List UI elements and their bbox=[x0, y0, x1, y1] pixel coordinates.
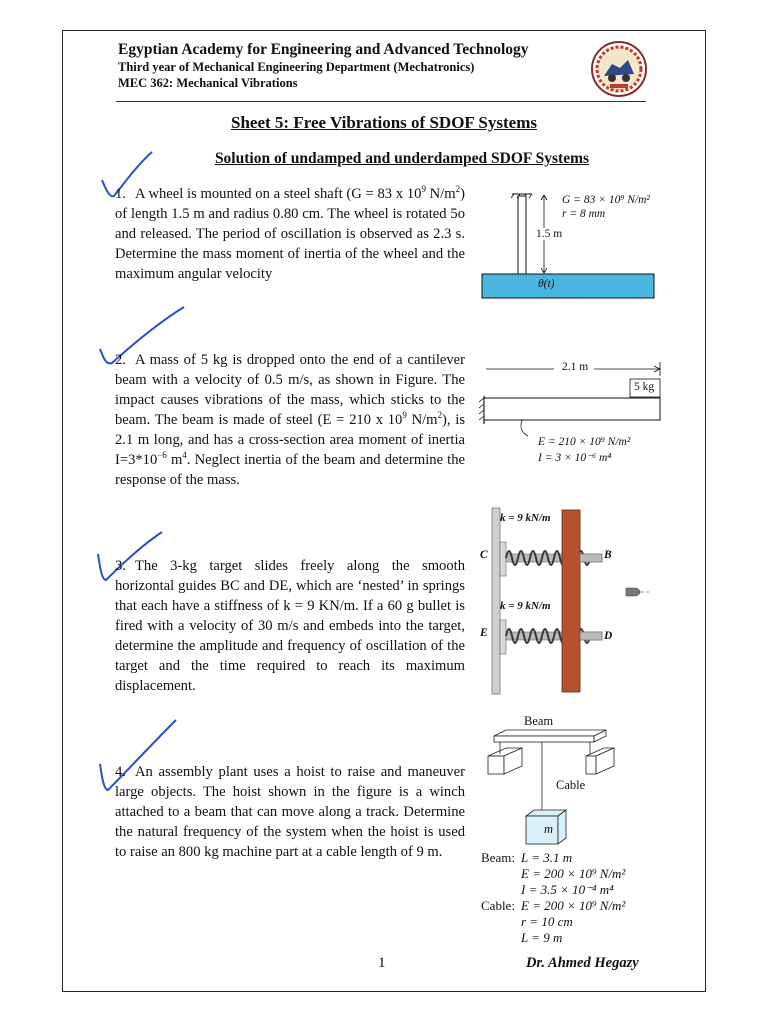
cable-radius-spec: r = 10 cm bbox=[521, 914, 573, 929]
problem-number: 2. bbox=[115, 352, 126, 368]
elastic-modulus-label: E = 210 × 10⁹ N/m² bbox=[538, 436, 631, 448]
length-label: 1.5 m bbox=[536, 228, 563, 240]
mass-symbol-label: m bbox=[544, 822, 554, 836]
shear-modulus-label: G = 83 × 10⁹ N/m² bbox=[562, 194, 650, 206]
torsion-shaft-figure bbox=[480, 192, 660, 302]
page-number: 1 bbox=[378, 955, 386, 971]
header-rule bbox=[116, 101, 646, 102]
point-b-label: B bbox=[604, 549, 612, 561]
theta-label: θ(t) bbox=[538, 278, 555, 290]
cantilever-beam-figure bbox=[476, 360, 666, 464]
beam-length-spec: L = 3.1 m bbox=[521, 850, 573, 865]
problem-1: 1. A wheel is mounted on a steel shaft (G = 83 x $10^9$ $N/m^2$) of length 1.5 m and radius 0.80 cm. The wheel is rotated 5o and released. The period of oscillation is observed as 2.3 s. Determine the mass moment of inertia of the wheel and the maximum angular velocity bbox=[115, 184, 466, 282]
problem-number: 3. bbox=[115, 558, 126, 574]
point-c-label: C bbox=[480, 549, 488, 561]
beam-length-label: 2.1 m bbox=[562, 361, 589, 373]
cable-modulus-spec: E = 200 × 10⁹ N/m² bbox=[521, 898, 626, 913]
hoist-specifications bbox=[481, 850, 625, 946]
academy-logo bbox=[590, 38, 648, 100]
spring-target-figure bbox=[478, 502, 658, 698]
beam-modulus-spec: E = 200 × 10⁹ N/m² bbox=[521, 866, 626, 881]
cable-spec-label: Cable: bbox=[481, 898, 515, 913]
document-header bbox=[118, 40, 529, 91]
beam-label: Beam bbox=[524, 714, 554, 728]
subtitle-text: Solution of undamped and underdamped SDOF Systems bbox=[214, 150, 590, 167]
problem-3: 3. The 3-kg target slides freely along the smooth horizontal guides BC and DE, which are ‘nested’ in springs that each have a stiffness of k = 9 KN/m. If a 60 g bullet is fired with a velocity of 30 m/s and embeds into the target, determine the amplitude and frequency of oscillation of the target and the time required to reach its maximum displacement. bbox=[115, 558, 465, 694]
problem-4: 4. An assembly plant uses a hoist to raise and maneuver large objects. The hoist shown in the figure is a winch attached to a beam that can move along a track. Determine the natural frequency of the system when the hoist is used to raise an 800 kg machine part at a cable length of 9 m. bbox=[115, 764, 465, 860]
problem-number: 4. bbox=[115, 764, 126, 780]
point-d-label: D bbox=[604, 630, 613, 642]
author-name: Dr. Ahmed Hegazy bbox=[526, 955, 639, 971]
problem-number: 1. bbox=[115, 186, 126, 202]
inertia-label: I = 3 × 10⁻⁶ m⁴ bbox=[538, 452, 612, 464]
radius-label: r = 8 mm bbox=[562, 208, 606, 220]
spring-top-stiffness-label: k = 9 kN/m bbox=[500, 512, 551, 524]
cable-label: Cable bbox=[556, 778, 586, 792]
cable-length-spec: L = 9 m bbox=[521, 930, 563, 945]
course-name: MEC 362: Mechanical Vibrations bbox=[118, 76, 298, 90]
hoist-figure bbox=[486, 712, 616, 850]
department-name: Third year of Mechanical Engineering Department (Mechatronics) bbox=[118, 60, 475, 74]
sheet-title: Sheet 5: Free Vibrations of SDOF Systems bbox=[231, 113, 537, 132]
spring-bottom-stiffness-label: k = 9 kN/m bbox=[500, 600, 551, 612]
institution-name: Egyptian Academy for Engineering and Advanced Technology bbox=[118, 41, 529, 58]
point-e-label: E bbox=[480, 627, 488, 639]
mass-label: 5 kg bbox=[634, 381, 655, 393]
problem-2: 2. A mass of 5 kg is dropped onto the end of a cantilever beam with a velocity of 0.5 m/s, as shown in Figure. The impact causes vibrations of the mass, which sticks to the beam. The beam is made of steel (E = 210 x $10^9$ $N/m^2$), is 2.1 m long, and has a cross-section area moment of inertia $I=3*10^{-6}$ $m^4$. Neglect inertia of the beam and determine the response of the mass. bbox=[115, 352, 466, 488]
beam-inertia-spec: I = 3.5 × 10⁻⁴ m⁴ bbox=[521, 882, 614, 897]
beam-spec-label: Beam: bbox=[481, 850, 515, 865]
